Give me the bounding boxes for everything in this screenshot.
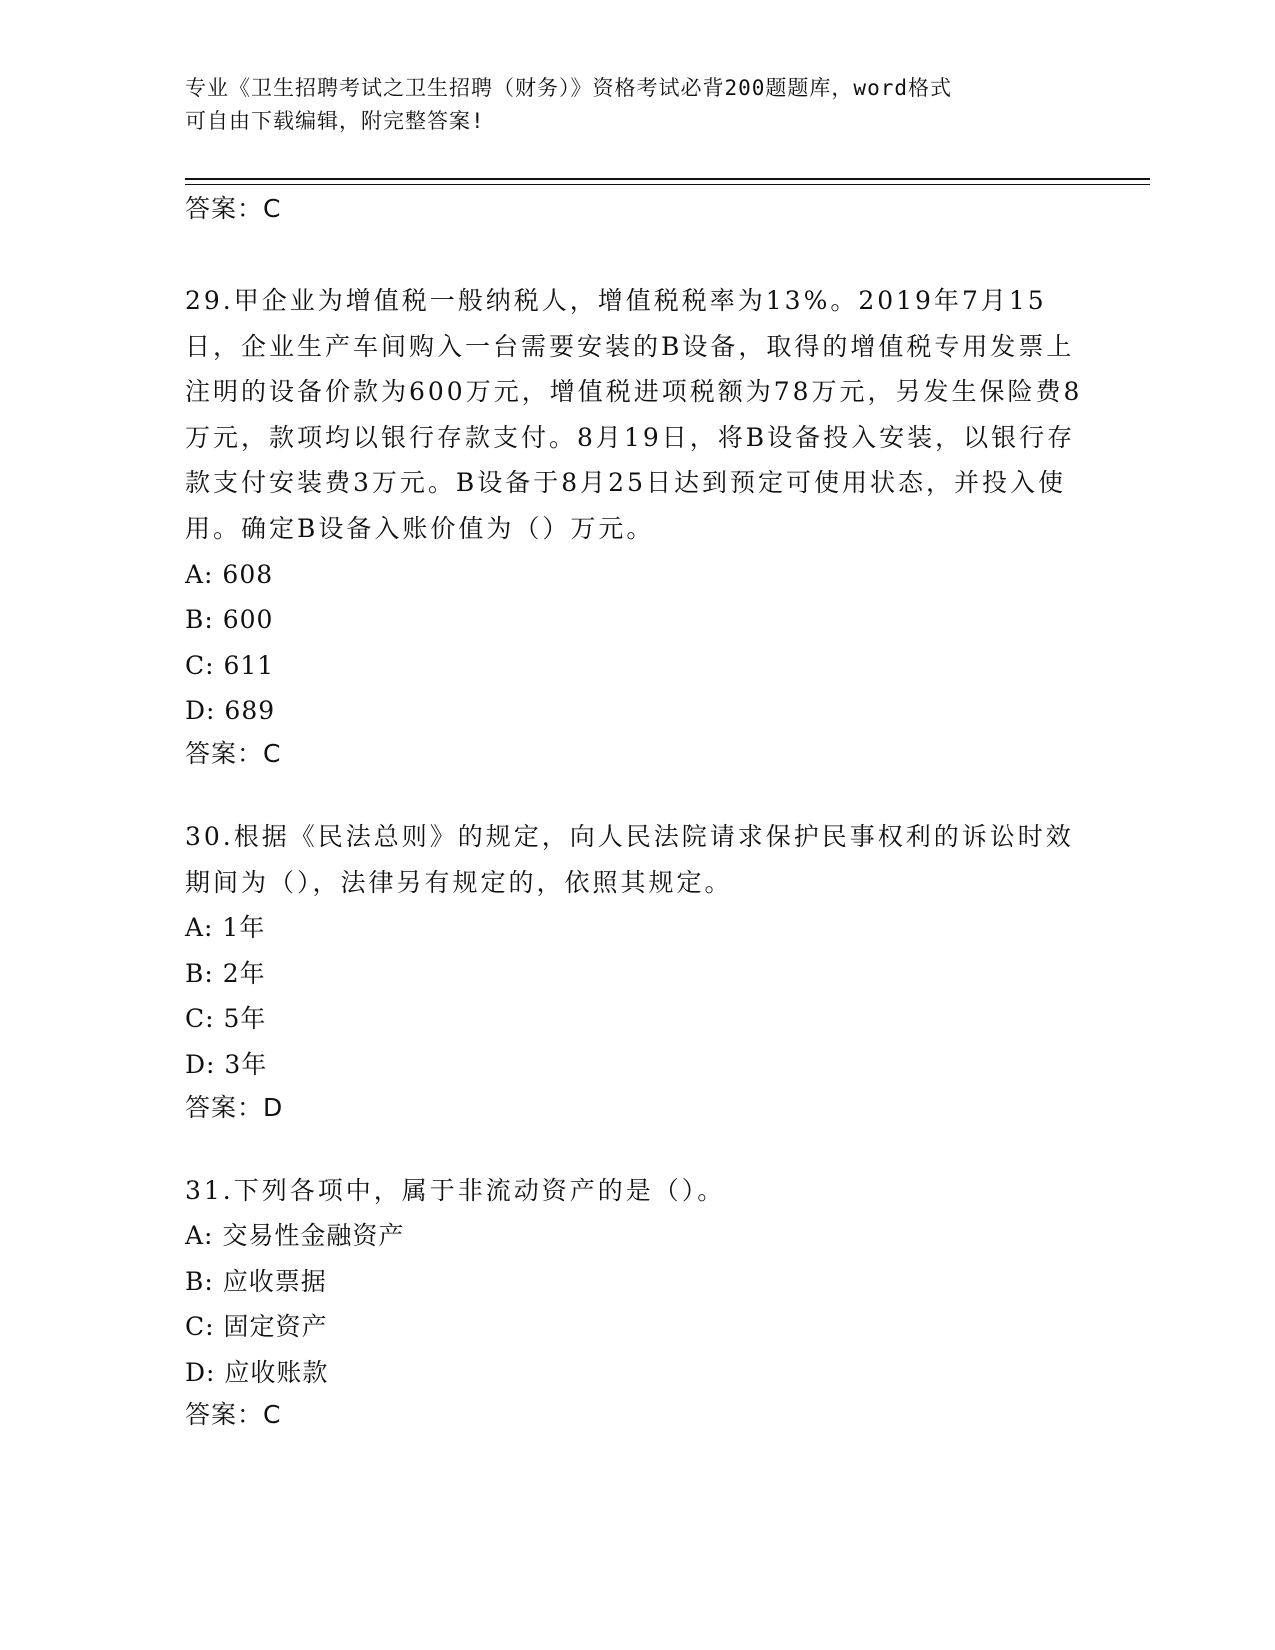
header-title-line-1: 专业《卫生招聘考试之卫生招聘（财务）》资格考试必背200题题库，word格式 (185, 76, 952, 100)
option-a: A: 608 (185, 559, 274, 589)
option-c: C: 5年 (185, 1004, 267, 1034)
answer-label: 答案：C (185, 738, 282, 768)
option-b: B: 600 (185, 605, 274, 635)
previous-answer: 答案：C (185, 194, 282, 223)
question-stem: 29.甲企业为增值税一般纳税人，增值税税率为13%。2019年7月15日，企业生产车间购入一台需要安装的B设备，取得的增值税专用发票上注明的设备价款为600万元，增值税进项税额为78万元，另发生保险费8万元，款项均以银行存款支付。8月19日，将B设备投入安装，以银行存款支付安装费3万元。B设备于8月25日达到预定可使用状态，并投入使用。确定B设备入账价值为（）万元。 (185, 286, 1083, 543)
header-title-line-2: 可自由下载编辑，附完整答案! (185, 109, 485, 133)
header-divider-thick (185, 178, 1150, 180)
option-c: C: 固定资产 (185, 1312, 328, 1342)
option-a: A: 交易性金融资产 (185, 1221, 405, 1251)
option-b: B: 应收票据 (185, 1266, 327, 1296)
document-header (185, 72, 1085, 138)
question-30 (185, 814, 1085, 1124)
question-list (185, 278, 1085, 1475)
option-d: D: 3年 (185, 1049, 268, 1079)
answer-label: 答案：D (185, 1092, 284, 1122)
option-d: D: 689 (185, 696, 276, 726)
question-stem: 30.根据《民法总则》的规定，向人民法院请求保护民事权利的诉讼时效期间为（），法律另有规定的，依照其规定。 (185, 821, 1074, 897)
answer-label: 答案：C (185, 1400, 282, 1430)
question-31 (185, 1168, 1085, 1432)
question-29 (185, 278, 1085, 770)
header-divider-thin (185, 184, 1150, 185)
option-b: B: 2年 (185, 958, 266, 988)
option-c: C: 611 (185, 650, 275, 680)
option-d: D: 应收账款 (185, 1357, 329, 1387)
option-a: A: 1年 (185, 913, 266, 943)
question-stem: 31.下列各项中，属于非流动资产的是（）。 (185, 1175, 726, 1205)
